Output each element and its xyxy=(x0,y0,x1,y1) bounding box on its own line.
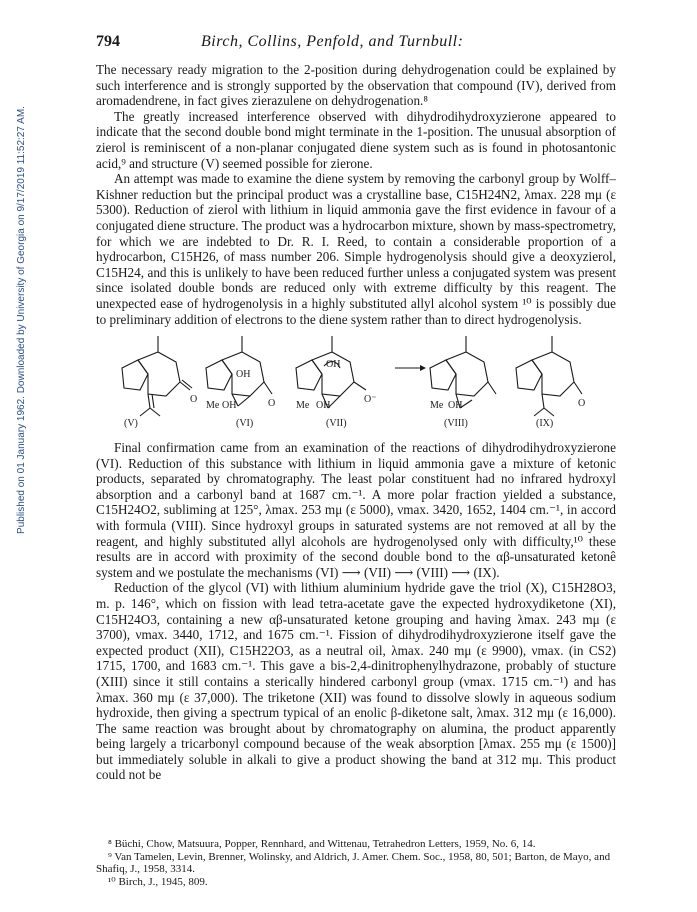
structure-IX xyxy=(516,336,582,416)
running-title: Birch, Collins, Penfold, and Turnbull: xyxy=(201,33,464,50)
atom-ominus-vii: O⁻ xyxy=(364,394,377,405)
paragraph-4: Final confirmation came from an examination of the reactions of dihydrodihydroxyzierone (VI). Reduction of this substance with lithium in liquid ammonia gave a mixture of ketonic products, separated by chromatography. The least polar constituent had no infrared hydroxyl absorption and a carbonyl band at 1687 cm.⁻¹. A more polar fraction yielded a substance, C15H24O2, subliming at 125°, λmax. 253 mμ (ε 5000), νmax. 3420, 1652, 1404 cm.⁻¹, in accord with formula (VIII). Since hydroxyl groups in saturated systems are not removed at all by the reagent, and highly substituted allyl alcohols are hydrogenolysed only with difficulty,¹⁰ these results are in accord with proximity of the second double bond to the αβ-unsaturated ketonê system and we postulate the mechanisms (VI) ⟶ (VII) ⟶ (VIII) ⟶ (IX). xyxy=(96,440,616,580)
body-top xyxy=(96,62,616,327)
paragraph-1: The necessary ready migration to the 2-position during dehydrogenation could be explained by such interference and is strongly supported by the observation that compound (IV), derived from aromadendrene, in fact gives zierazulene on dehydrogenation.⁸ xyxy=(96,62,616,109)
structure-VIII xyxy=(430,336,496,408)
page-number: 794 xyxy=(96,33,120,50)
footnote-10: ¹⁰ Birch, J., 1945, 809. xyxy=(108,875,208,888)
paragraph-2: The greatly increased interference observed with dihydrodihydroxyzierone appeared to indicate that the second double bond might terminate in the 1-position. The unusual absorption of zierol is reminiscent of a non-planar conjugated diene system such as is found in photosantonic acid,⁹ and structure (V) seemed possible for zierone. xyxy=(96,108,616,171)
label-IX: (IX) xyxy=(536,418,554,429)
atom-oh2-vi: OH xyxy=(222,400,237,411)
atom-oh-viii: OH xyxy=(448,400,463,411)
atom-oh-vii: OH xyxy=(326,359,341,370)
footnote-9: ⁹ Van Tamelen, Levin, Brenner, Wolinsky, and Aldrich, J. Amer. Chem. Soc., 1958, 80, 501; Barton, de Mayo, and Shafiq, J., 1958, 3314. xyxy=(96,850,611,876)
provenance-sidebar xyxy=(2,60,27,580)
label-V: (V) xyxy=(124,418,138,429)
paragraph-5: Reduction of the glycol (VI) with lithium aluminium hydride gave the triol (X), C15H28O3, m. p. 146°, which on fission with lead tetra-acetate gave the expected hydroxydiketone (XI), C15H24O3, containing a new αβ-unsaturated ketone grouping and having λmax. 243 mμ (ε 3700), νmax. 3440, 1712, and 1675 cm.⁻¹. Fission of dihydrodihydroxyzierone itself gave the expected product (XII), C15H22O3, as a neutral oil, λmax. 240 mμ (ε 9900), νmax. (in CS2) 1715, 1700, and 1683 cm.⁻¹. This gave a bis-2,4-dinitrophenylhydrazone, probably of stucture (XIII) since it still contains a sterically hindered carbonyl group (νmax. 1715 cm.⁻¹) and has λmax. 360 mμ (ε 37,000). The triketone (XII) was found to dissolve slowly in aqueous sodium hydroxide, then giving a spectrum typical of an enolic β-diketone salt, λmax. 312 mμ (ε 16,000). The same reaction was brought about by chromatography on alumina, the product apparently being largely a tricarbonyl compound because of the weak absorption [λmax. 255 mμ (ε 1500)] but immediately soluble in alkali to give a product showing the band at 312 mμ. This product could not be xyxy=(96,580,616,783)
label-VII: (VII) xyxy=(326,418,347,429)
footnotes xyxy=(96,838,616,888)
label-VI: (VI) xyxy=(236,418,254,429)
atom-me-vii: Me xyxy=(296,400,310,411)
structure-VII xyxy=(296,336,366,408)
footnote-8: ⁸ Büchi, Chow, Matsuura, Popper, Rennhard, and Wittenau, Tetrahedron Letters, 1959, No. 6, 14. xyxy=(108,838,536,850)
provenance-text: Published on 01 January 1962. Downloaded by University of Georgia on 9/17/2019 11:52:27 AM. xyxy=(16,106,27,534)
paragraph-3: An attempt was made to examine the diene system by removing the carbonyl group by Wolff–Kishner reduction but the principal product was a crystalline base, C15H24N2, λmax. 228 mμ (ε 5300). Reduction of zierol with lithium in liquid ammonia gave the first evidence in favour of a conjugated diene structure. The product was a hydrocarbon mixture, shown by mass-spectrometry, for which we are indebted to Dr. R. I. Reed, to contain a considerable proportion of a hydrocarbon, C15H26, of mass number 206. Simple hydrogenolysis should give a deoxyzierol, C15H24, and this is unlikely to have been reduced further unless a conjugated system was present since isolated double bonds are reduced only with extreme difficulty by this reagent. The unexpected ease of hydrogenolysis in a highly substituted allyl alcohol system ¹⁰ is possibly due to preliminary addition of electrons to the diene system rather than to direct hydrogenolysis. xyxy=(96,171,616,327)
atom-me-viii: Me xyxy=(430,400,444,411)
atom-me-vi: Me xyxy=(206,400,220,411)
page-header xyxy=(96,33,616,53)
body-bottom xyxy=(96,440,616,783)
atom-o-vi: O xyxy=(268,398,276,409)
atom-o-v: O xyxy=(190,394,198,405)
arrow-head xyxy=(420,365,426,371)
label-VIII: (VIII) xyxy=(444,418,468,429)
atom-o-ix: O xyxy=(578,398,586,409)
atom-oh2-vii: OH xyxy=(316,400,331,411)
structure-V xyxy=(122,336,192,416)
atom-oh-vi: OH xyxy=(236,369,251,380)
structures-figure xyxy=(110,330,610,430)
